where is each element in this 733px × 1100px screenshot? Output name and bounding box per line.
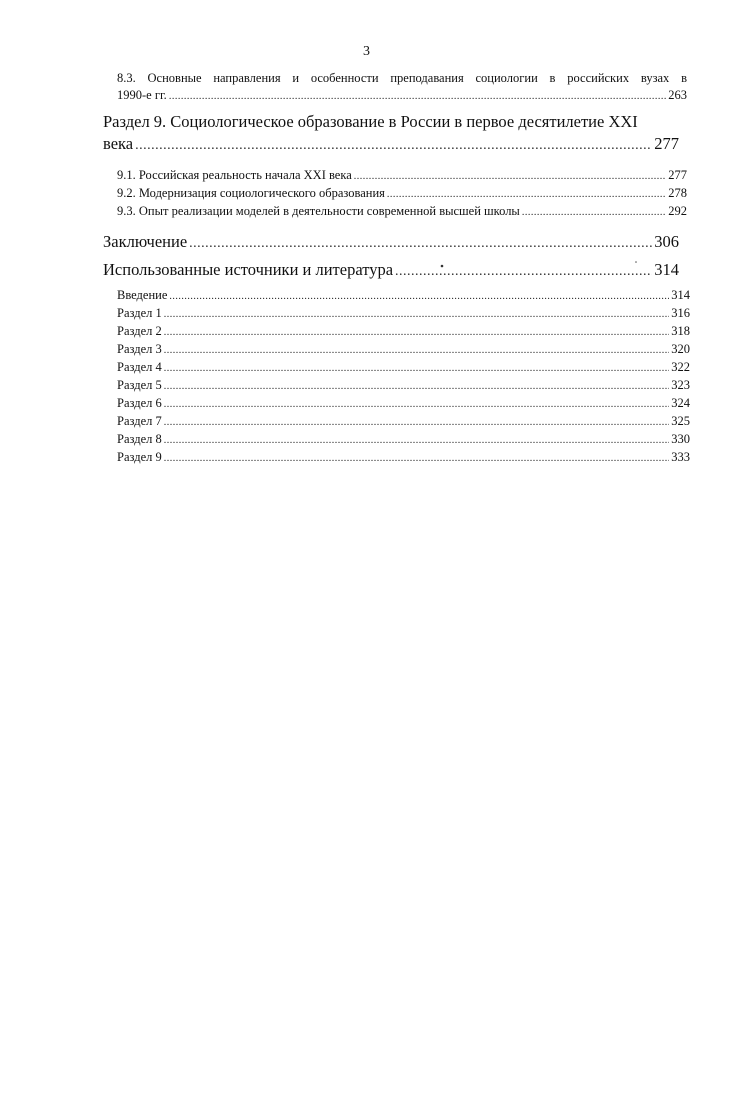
toc-sources-line xyxy=(103,259,679,283)
toc-source-items xyxy=(117,287,690,467)
toc-source-item-page: 325 xyxy=(671,414,690,428)
toc-conclusion[interactable] xyxy=(103,231,679,255)
toc-section-title-line2: века xyxy=(103,134,134,153)
toc-source-item-title: Раздел 8 xyxy=(117,432,162,446)
toc-source-item[interactable] xyxy=(117,449,690,467)
toc-section-9[interactable] xyxy=(103,111,679,157)
toc-sources-title: Использованные источники и литература xyxy=(103,260,394,279)
toc-source-item[interactable] xyxy=(117,341,690,359)
toc-source-item-title: Раздел 2 xyxy=(117,324,162,338)
toc-source-item-page: 322 xyxy=(671,360,690,374)
toc-source-item-title: Раздел 4 xyxy=(117,360,162,374)
toc-source-item-page: 318 xyxy=(671,324,690,338)
toc-source-item-title: Введение xyxy=(117,288,168,302)
toc-source-item[interactable] xyxy=(117,359,690,377)
toc-source-item-page: 314 xyxy=(671,288,690,302)
toc-source-item-title: Раздел 6 xyxy=(117,396,162,410)
toc-source-item[interactable] xyxy=(117,395,690,413)
toc-source-item-page: 333 xyxy=(671,450,690,464)
dot-leader xyxy=(395,261,652,283)
toc-entry-line2 xyxy=(117,87,687,105)
toc-entry-page: 263 xyxy=(668,88,687,102)
toc-source-item-page: 330 xyxy=(671,432,690,446)
dot-leader xyxy=(164,360,670,377)
toc-sources[interactable] xyxy=(103,259,679,283)
toc-subsection-page: 277 xyxy=(668,168,687,182)
toc-subsection-9-3[interactable] xyxy=(117,203,687,221)
page-number: 3 xyxy=(363,44,370,59)
toc-source-item-title: Раздел 1 xyxy=(117,306,162,320)
toc-source-item-page: 323 xyxy=(671,378,690,392)
toc-source-item[interactable] xyxy=(117,377,690,395)
toc-subsection-title: 9.2. Модернизация социологического образования xyxy=(117,186,385,200)
toc-source-item-title: Раздел 3 xyxy=(117,342,162,356)
toc-source-item[interactable] xyxy=(117,287,690,305)
toc-source-item-page: 324 xyxy=(671,396,690,410)
dot-leader xyxy=(164,450,670,467)
toc-subsection-9-1[interactable] xyxy=(117,167,687,185)
dot-leader xyxy=(169,288,669,305)
dot-leader xyxy=(354,168,666,185)
toc-source-item[interactable] xyxy=(117,323,690,341)
toc-subsection-9-2[interactable] xyxy=(117,185,687,203)
toc-conclusion-title: Заключение xyxy=(103,232,188,251)
dot-leader xyxy=(164,396,670,413)
toc-entry-title-line2: 1990-е гг. xyxy=(117,88,167,102)
dot-leader xyxy=(169,88,666,105)
table-of-contents xyxy=(0,70,733,467)
toc-sources-page: 314 xyxy=(654,260,679,279)
toc-entry-8-3[interactable] xyxy=(117,70,687,105)
toc-entry-title-line1: 8.3. Основные направления и особенности преподавания социологии в российских вузах в xyxy=(117,71,687,85)
toc-source-item-title: Раздел 5 xyxy=(117,378,162,392)
toc-section-page: 277 xyxy=(654,134,679,153)
dot-leader xyxy=(164,378,670,395)
toc-conclusion-line xyxy=(103,231,679,255)
dot-leader xyxy=(522,204,666,221)
toc-source-item-page: 320 xyxy=(671,342,690,356)
dot-leader xyxy=(135,135,652,157)
toc-source-item[interactable] xyxy=(117,431,690,449)
toc-subsection-title: 9.3. Опыт реализации моделей в деятельности современной высшей школы xyxy=(117,204,520,218)
toc-subsections-9 xyxy=(117,167,687,221)
toc-subsection-title: 9.1. Российская реальность начала XXI века xyxy=(117,168,352,182)
toc-section-title-line1: Раздел 9. Социологическое образование в России в первое десятилетие XXI xyxy=(103,112,638,131)
toc-source-item-title: Раздел 9 xyxy=(117,450,162,464)
toc-subsection-page: 292 xyxy=(668,204,687,218)
dot-leader xyxy=(164,324,670,341)
toc-source-item-page: 316 xyxy=(671,306,690,320)
dot-leader xyxy=(164,342,670,359)
dot-leader xyxy=(164,432,670,449)
toc-source-item[interactable] xyxy=(117,413,690,431)
toc-source-item[interactable] xyxy=(117,305,690,323)
dot-leader xyxy=(189,233,652,255)
dot-leader xyxy=(164,414,670,431)
dot-leader xyxy=(164,306,670,323)
toc-source-item-title: Раздел 7 xyxy=(117,414,162,428)
toc-subsection-page: 278 xyxy=(668,186,687,200)
toc-section-line2 xyxy=(103,133,679,157)
dot-leader xyxy=(387,186,666,203)
toc-conclusion-page: 306 xyxy=(654,232,679,251)
